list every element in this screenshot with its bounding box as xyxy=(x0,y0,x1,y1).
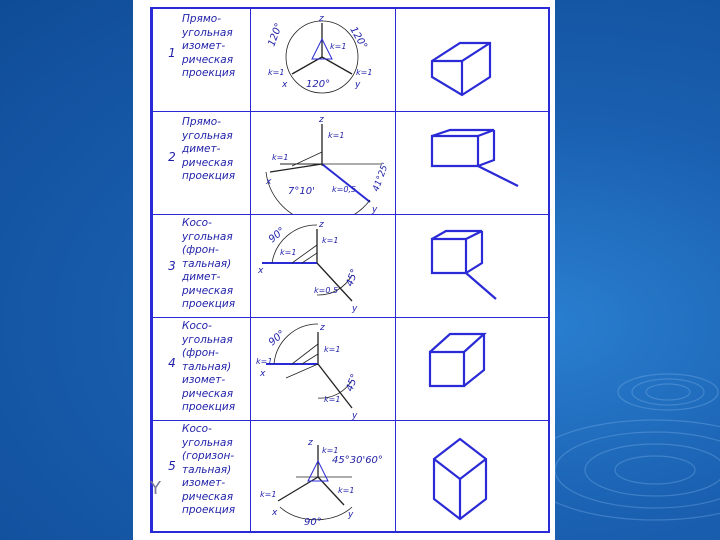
k-y-label: k=0,5 xyxy=(314,286,339,295)
axis-z-label: z xyxy=(308,438,313,448)
angle-left-label: 120° xyxy=(266,21,286,49)
axes-diagram-frontal-dimetric xyxy=(252,215,394,317)
angle-right-label: 45° xyxy=(344,267,361,289)
axis-y-label: y xyxy=(352,411,358,420)
k-z-label: k=1 xyxy=(324,345,341,354)
axis-z-label: z xyxy=(319,14,324,24)
projection-name: Прямо- угольная димет- рическая проекция xyxy=(182,116,236,182)
k-y-label: k=1 xyxy=(324,395,341,404)
axis-z-label: z xyxy=(319,220,324,230)
axis-z-label: z xyxy=(319,115,324,125)
axis-y-line xyxy=(322,57,352,74)
k-x-label: k=1 xyxy=(268,68,285,77)
k-x-label: k=1 xyxy=(280,248,297,257)
axis-y-line xyxy=(322,164,370,202)
table-row-4 xyxy=(152,318,548,421)
axis-y-label: y xyxy=(372,205,378,214)
k-x-label: k=1 xyxy=(272,153,289,162)
axis-x-label: x xyxy=(260,369,266,379)
angle-top-label: 45°30'60° xyxy=(332,455,383,466)
row-number: 3 xyxy=(168,259,176,273)
cube-isometric xyxy=(420,19,520,99)
cube-frontal-isometric xyxy=(420,330,540,415)
axes-diagram-horizontal-isometric xyxy=(252,421,402,531)
projection-name: Косо- угольная (фрон- тальная) димет- рическая проекция xyxy=(182,217,236,310)
row-number: 4 xyxy=(168,356,176,370)
k-z-label: k=1 xyxy=(330,42,347,51)
k-z-label: k=1 xyxy=(322,446,339,455)
watermark-logo-icon: Y xyxy=(150,478,161,499)
axis-y-label: y xyxy=(348,510,354,520)
angle-right-label: 120° xyxy=(347,25,369,52)
angle-bottom-label: 90° xyxy=(304,517,322,528)
axes-diagram-frontal-isometric xyxy=(252,318,394,420)
axis-x-label: x xyxy=(272,508,278,518)
row-number: 5 xyxy=(168,459,176,473)
table-row-5 xyxy=(152,421,548,533)
angle-bottom-label: 120° xyxy=(306,79,331,90)
axis-y-label: y xyxy=(355,80,361,90)
k-y-label: k=1 xyxy=(356,68,373,77)
projection-name: Прямо- угольная изомет- рическая проекция xyxy=(182,13,236,79)
angle-left-label: 7°10' xyxy=(288,186,315,197)
axis-x-label: x xyxy=(282,80,288,90)
angle-top-label: 90° xyxy=(266,225,288,246)
k-x-label: k=1 xyxy=(260,490,277,499)
axis-x-line xyxy=(270,164,322,172)
axes-diagram-dimetric xyxy=(252,112,394,214)
angle-top-label: 90° xyxy=(266,328,288,349)
table-row-3 xyxy=(152,215,548,318)
axis-x-label: x xyxy=(258,266,264,276)
axis-z-label: z xyxy=(320,323,325,333)
row-number: 2 xyxy=(168,150,176,164)
table-row-2 xyxy=(152,112,548,215)
k-z-label: k=1 xyxy=(328,131,345,140)
k-y-label: k=0,5 xyxy=(332,185,357,194)
k-z-label: k=1 xyxy=(322,236,339,245)
cube-frontal-dimetric xyxy=(420,229,540,314)
k-y-label: k=1 xyxy=(338,486,355,495)
k-x-label: k=1 xyxy=(256,357,273,366)
axis-y-label: y xyxy=(352,304,358,314)
cube-dimetric xyxy=(420,122,540,207)
angle-right-label: 45° xyxy=(344,372,361,394)
axis-x-label: x xyxy=(266,177,272,187)
angle-right-label: 41°25' xyxy=(371,161,392,194)
projection-name: Косо- угольная (фрон- тальная) изомет- рическая проекция xyxy=(182,320,236,413)
projection-table xyxy=(150,7,550,533)
row-number: 1 xyxy=(168,46,176,60)
axis-x-line xyxy=(292,57,322,74)
cube-horizontal-isometric xyxy=(420,431,540,526)
projection-name: Косо- угольная (горизон- тальная) изомет- рическая проекция xyxy=(182,423,236,516)
axes-diagram-isometric xyxy=(252,9,394,111)
table-row-1 xyxy=(152,9,548,112)
